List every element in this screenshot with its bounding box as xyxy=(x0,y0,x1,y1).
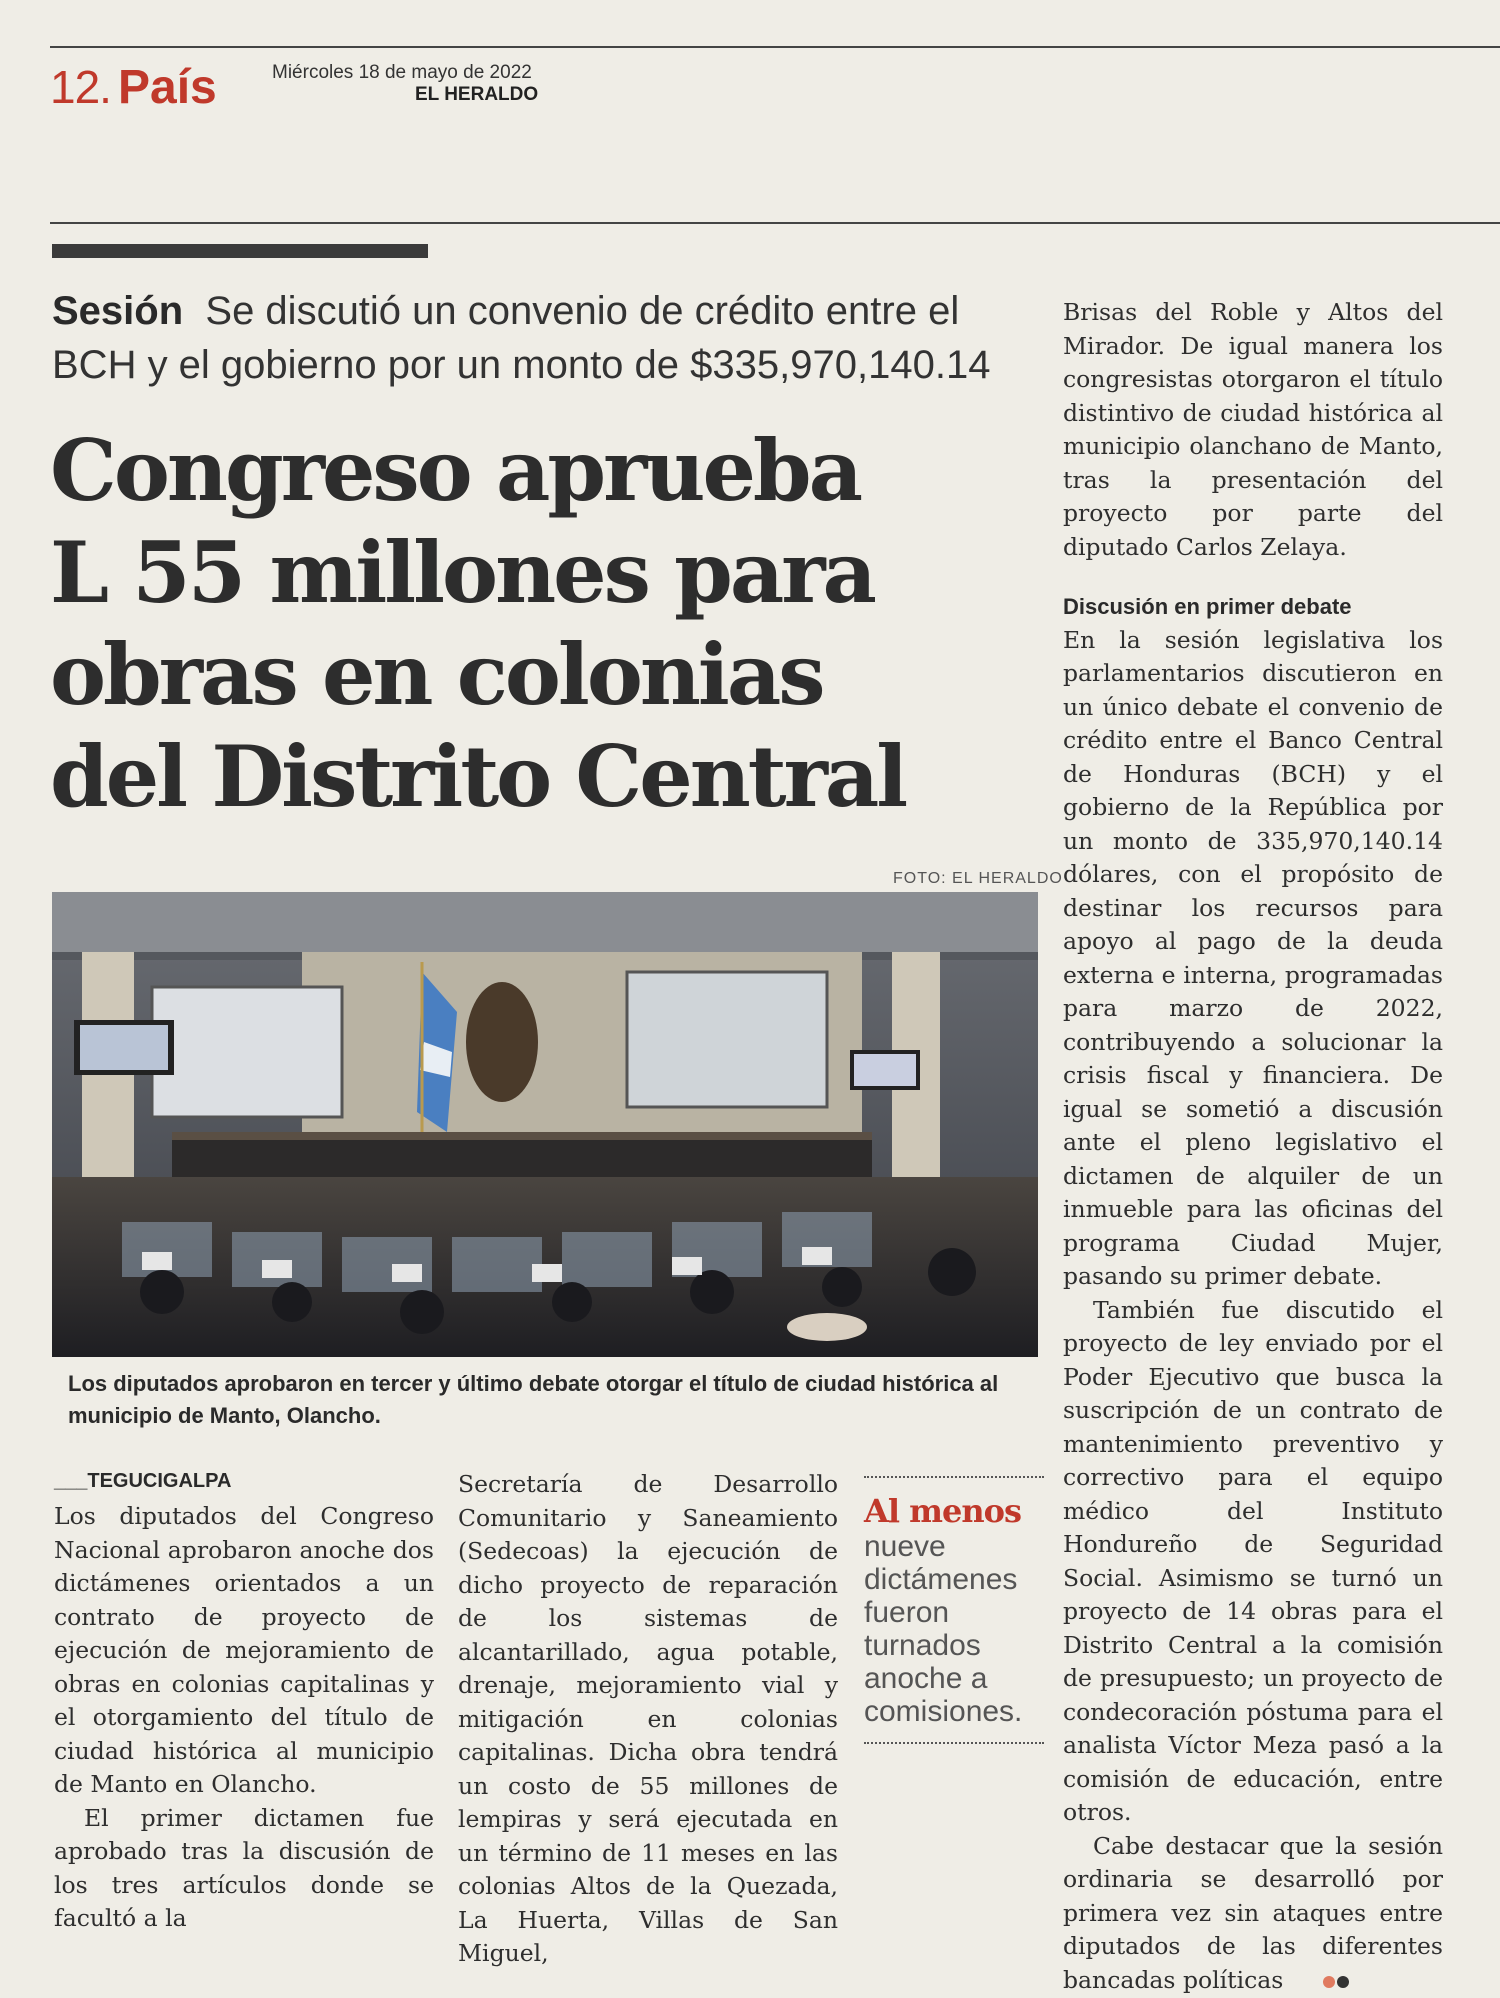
pull-quote-line3: fueron xyxy=(864,1596,950,1629)
col2-paragraph-1: Secretaría de Desarrollo Comunitario y Saneamiento (Sedecoas) la ejecución de dicho proyecto de reparación de los sistemas de alcantarillado, agua potable, drenaje, mejoramiento vial y mitigación en colonias capitalinas. Dicha obra tendrá un costo de 55 millones de lempiras y será ejecutada en un término de 11 meses en las colonias Altos de la Quezada, La Huerta, Villas de San Miguel, xyxy=(458,1470,838,1967)
deck-text-line2: BCH y el gobierno por un monto de $335,970,140.14 xyxy=(52,343,991,387)
col1-paragraph-2: El primer dictamen fue aprobado tras la discusión de los tres artículos donde se facultó a la xyxy=(54,1803,434,1932)
headline-line2: L 55 millones para xyxy=(50,523,874,622)
deck xyxy=(52,284,1012,392)
pull-quote xyxy=(864,1476,1044,1744)
col3-paragraph-1: Brisas del Roble y Altos del Mirador. De igual manera los congresistas otorgaron el título distintivo de ciudad histórica al municipio olanchano de Manto, tras la presentación del proyecto por parte del diputado Carlos Zelaya. xyxy=(1063,298,1443,561)
col3-paragraph-4-text: Cabe destacar que la sesión ordinaria se desarrolló por primera vez sin ataques entre diputados de las diferentes bancadas políticas xyxy=(1063,1831,1443,1994)
issue-date: Miércoles 18 de mayo de 2022 xyxy=(272,62,532,83)
section-rule xyxy=(50,222,1500,224)
headline-line4: del Distrito Central xyxy=(50,727,906,826)
deck-text-line1: Se discutió un convenio de crédito entre el xyxy=(205,289,960,333)
deck-label: Sesión xyxy=(52,289,184,333)
story-dateline xyxy=(54,1470,231,1493)
top-rule xyxy=(50,46,1500,48)
page-number: 12. xyxy=(50,61,111,113)
pull-quote-line5: anoche a xyxy=(864,1662,988,1695)
pull-quote-line1: nueve xyxy=(864,1530,946,1563)
pull-quote-line2: dictámenes xyxy=(864,1563,1018,1596)
col3-paragraph-2: En la sesión legislativa los parlamentarios discutieron en un único debate el convenio de crédito entre el Banco Central de Honduras (BCH) y el gobierno de la República por un monto de 335,970,140.14 dólares, con el propósito de destinar los recursos para apoyo al pago de la deuda externa e interna, programadas para marzo de 2022, contribuyendo a solucionar la crisis fiscal y financiera. De igual se sometió a discusión ante el pleno legislativo el dictamen de alquiler de un inmueble para las oficinas del programa Ciudad Mujer, pasando su primer debate. xyxy=(1063,625,1443,1290)
section-subhead: Discusión en primer debate xyxy=(1063,594,1352,619)
col3-paragraph-3: También fue discutido el proyecto de ley enviado por el Poder Ejecutivo que busca la suscripción de un contrato de mantenimiento preventivo y correctivo para el equipo médico del Instituto Hondureño de Seguridad Social. Asimismo se turnó un proyecto de 14 obras para el Distrito Central a la comisión de presupuesto; un proyecto de condecoración póstuma para el analista Víctor Meza pasó a la comisión de educación, entre otros. xyxy=(1063,1295,1443,1826)
headline-line3: obras en colonias xyxy=(50,625,823,724)
pull-quote-top-rule xyxy=(864,1476,1044,1478)
chamber-illustration xyxy=(52,892,1038,1357)
photo-caption: Los diputados aprobaron en tercer y último debate otorgar el título de ciudad histórica al municipio de Manto, Olancho. xyxy=(68,1371,999,1428)
pull-quote-body xyxy=(864,1530,1044,1728)
headline xyxy=(50,420,1030,828)
photo-credit: FOTO: EL HERALDO xyxy=(893,870,1063,887)
pull-quote-bottom-rule xyxy=(864,1742,1044,1744)
congress-chamber-photo xyxy=(52,892,1038,1357)
pull-quote-highlight: Al menos xyxy=(864,1492,1021,1530)
end-of-story-icon xyxy=(1291,1964,1349,1998)
kicker-bar xyxy=(52,244,428,258)
section-name: País xyxy=(118,61,217,114)
body-column-2 xyxy=(458,1468,838,1971)
body-column-1 xyxy=(54,1500,434,1936)
col1-paragraph-1: Los diputados del Congreso Nacional aprobaron anoche dos dictámenes orientados a un contrato de proyecto de ejecución de mejoramiento de obras en colonias capitalinas y el otorgamiento del título de ciudad histórica al municipio de Manto en Olancho. xyxy=(54,1502,434,1798)
dateline-city: TEGUCIGALPA xyxy=(87,1470,232,1492)
headline-line1: Congreso aprueba xyxy=(50,421,861,520)
pull-quote-line6: comisiones. xyxy=(864,1695,1023,1728)
body-column-3 xyxy=(1063,296,1443,1998)
pull-quote-line4: turnados xyxy=(864,1629,981,1662)
dateline-dash: ___ xyxy=(54,1470,88,1492)
publication-name: EL HERALDO xyxy=(415,84,539,105)
col3-paragraph-4 xyxy=(1063,1830,1443,1998)
